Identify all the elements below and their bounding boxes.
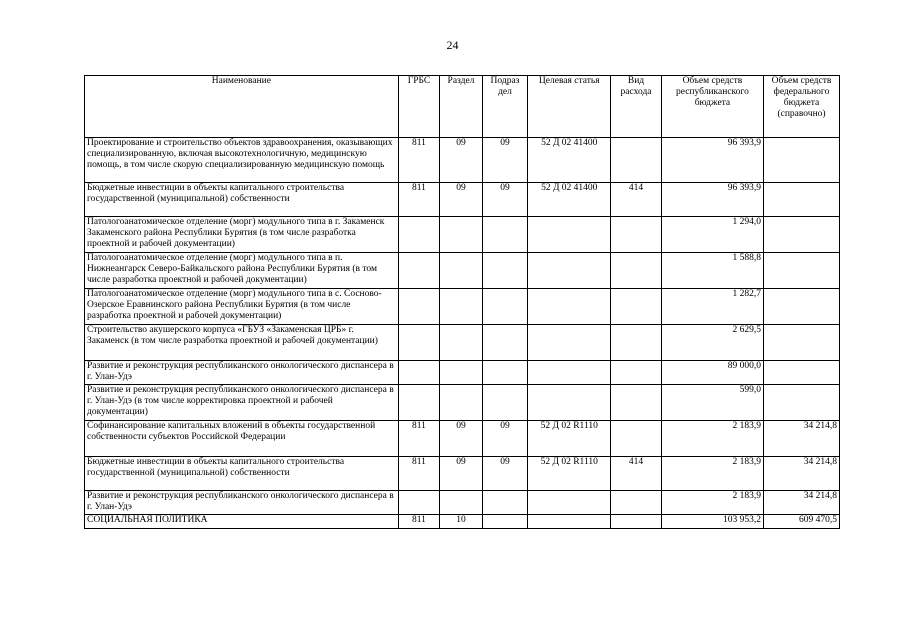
- cell-federal: [764, 138, 840, 183]
- cell-celevaya: [528, 385, 611, 421]
- cell-name: Проектирование и строительство объектов здравоохранения, оказывающих специализированную, включая высокотехнологичную, медицинскую помощь, в том числе скорую специализированную медицинскую помощь: [85, 138, 399, 183]
- cell-respublika: 103 953,2: [661, 515, 763, 529]
- cell-grbs: [398, 217, 439, 253]
- cell-podrazdel: [482, 325, 528, 361]
- cell-razdel: [440, 361, 483, 385]
- page-number: 24: [446, 38, 459, 52]
- cell-grbs: [398, 491, 439, 515]
- cell-federal: 34 214,8: [764, 491, 840, 515]
- cell-razdel: 09: [440, 457, 483, 491]
- cell-respublika: 599,0: [661, 385, 763, 421]
- cell-grbs: 811: [398, 515, 439, 529]
- cell-name: Развитие и реконструкция республиканского онкологического диспансера в г. Улан-Удэ (в том числе корректировка проектной и рабочей документации): [85, 385, 399, 421]
- cell-razdel: 09: [440, 421, 483, 457]
- cell-grbs: 811: [398, 421, 439, 457]
- header-vid: Вид расхода: [611, 76, 662, 138]
- table-row: [85, 491, 840, 515]
- cell-grbs: [398, 253, 439, 289]
- cell-vid: [611, 217, 662, 253]
- table-row: [85, 217, 840, 253]
- cell-podrazdel: 09: [482, 421, 528, 457]
- header-grbs: ГРБС: [398, 76, 439, 138]
- table-row: [85, 385, 840, 421]
- cell-respublika: 96 393,9: [661, 138, 763, 183]
- header-celevaya: Целевая статья: [528, 76, 611, 138]
- cell-vid: [611, 289, 662, 325]
- cell-federal: [764, 217, 840, 253]
- cell-podrazdel: [482, 515, 528, 529]
- cell-respublika: 2 183,9: [661, 457, 763, 491]
- header-federal: Объем средств федерального бюджета (справочно): [764, 76, 840, 138]
- cell-celevaya: 52 Д 02 41400: [528, 183, 611, 217]
- cell-respublika: 96 393,9: [661, 183, 763, 217]
- cell-celevaya: 52 Д 02 R1110: [528, 457, 611, 491]
- cell-name: Строительство акушерского корпуса «ГБУЗ «Закаменская ЦРБ» г. Закаменск (в том числе разработка проектной и рабочей документации): [85, 325, 399, 361]
- cell-celevaya: [528, 253, 611, 289]
- cell-federal: [764, 253, 840, 289]
- table-row: [85, 325, 840, 361]
- cell-podrazdel: 09: [482, 138, 528, 183]
- cell-vid: [611, 253, 662, 289]
- cell-respublika: 1 588,8: [661, 253, 763, 289]
- cell-grbs: [398, 385, 439, 421]
- cell-podrazdel: [482, 253, 528, 289]
- header-razdel: Раздел: [440, 76, 483, 138]
- cell-celevaya: [528, 361, 611, 385]
- cell-celevaya: [528, 217, 611, 253]
- cell-federal: [764, 385, 840, 421]
- cell-podrazdel: [482, 289, 528, 325]
- cell-respublika: 1 294,0: [661, 217, 763, 253]
- cell-federal: 34 214,8: [764, 457, 840, 491]
- cell-name: Патологоанатомическое отделение (морг) модульного типа в г. Закаменск Закаменского района Республики Бурятия (в том числе разработка проектной и рабочей документации): [85, 217, 399, 253]
- cell-podrazdel: [482, 385, 528, 421]
- cell-celevaya: 52 Д 02 41400: [528, 138, 611, 183]
- header-name: Наименование: [85, 76, 399, 138]
- cell-razdel: 10: [440, 515, 483, 529]
- cell-respublika: 2 183,9: [661, 421, 763, 457]
- cell-grbs: 811: [398, 183, 439, 217]
- cell-razdel: [440, 385, 483, 421]
- table-row: [85, 515, 840, 529]
- table-row: [85, 421, 840, 457]
- cell-respublika: 89 000,0: [661, 361, 763, 385]
- table-row: [85, 183, 840, 217]
- cell-grbs: [398, 361, 439, 385]
- cell-razdel: 09: [440, 138, 483, 183]
- cell-podrazdel: [482, 491, 528, 515]
- cell-vid: [611, 515, 662, 529]
- table-row: [85, 457, 840, 491]
- cell-celevaya: [528, 325, 611, 361]
- cell-grbs: [398, 289, 439, 325]
- cell-federal: [764, 183, 840, 217]
- cell-federal: 609 470,5: [764, 515, 840, 529]
- cell-celevaya: [528, 491, 611, 515]
- budget-table: [84, 75, 840, 529]
- table-row: [85, 138, 840, 183]
- cell-razdel: [440, 289, 483, 325]
- cell-celevaya: [528, 289, 611, 325]
- cell-respublika: 2 629,5: [661, 325, 763, 361]
- cell-vid: 414: [611, 183, 662, 217]
- cell-grbs: 811: [398, 138, 439, 183]
- cell-vid: [611, 138, 662, 183]
- cell-podrazdel: [482, 361, 528, 385]
- cell-federal: [764, 361, 840, 385]
- cell-vid: [611, 421, 662, 457]
- header-podrazdel: Подраз дел: [482, 76, 528, 138]
- cell-federal: [764, 325, 840, 361]
- cell-podrazdel: 09: [482, 183, 528, 217]
- cell-podrazdel: [482, 217, 528, 253]
- cell-federal: 34 214,8: [764, 421, 840, 457]
- cell-name: Патологоанатомическое отделение (морг) модульного типа в с. Сосново-Озерское Еравнинского района Республики Бурятия (в том числе разработка проектной и рабочей документации): [85, 289, 399, 325]
- cell-celevaya: 52 Д 02 R1110: [528, 421, 611, 457]
- cell-razdel: [440, 491, 483, 515]
- cell-razdel: 09: [440, 183, 483, 217]
- cell-vid: 414: [611, 457, 662, 491]
- cell-name: Бюджетные инвестиции в объекты капитального строительства государственной (муниципальной) собственности: [85, 457, 399, 491]
- header-respublika: Объем средств республиканского бюджета: [661, 76, 763, 138]
- cell-name: Софинансирование капитальных вложений в объекты государственной собственности субъектов Российской Федерации: [85, 421, 399, 457]
- cell-vid: [611, 361, 662, 385]
- cell-respublika: 1 282,7: [661, 289, 763, 325]
- cell-grbs: [398, 325, 439, 361]
- cell-vid: [611, 491, 662, 515]
- cell-name: Патологоанатомическое отделение (морг) модульного типа в п. Нижнеангарск Северо-Байкальского района Республики Бурятия (в том числе разработка проектной и рабочей документации): [85, 253, 399, 289]
- cell-federal: [764, 289, 840, 325]
- table-body: [85, 138, 840, 529]
- table-header-row: [85, 76, 840, 138]
- cell-vid: [611, 325, 662, 361]
- cell-name: Бюджетные инвестиции в объекты капитального строительства государственной (муниципальной) собственности: [85, 183, 399, 217]
- table-row: [85, 361, 840, 385]
- cell-razdel: [440, 325, 483, 361]
- table-row: [85, 289, 840, 325]
- cell-vid: [611, 385, 662, 421]
- cell-name: СОЦИАЛЬНАЯ ПОЛИТИКА: [85, 515, 399, 529]
- cell-celevaya: [528, 515, 611, 529]
- cell-podrazdel: 09: [482, 457, 528, 491]
- cell-name: Развитие и реконструкция республиканского онкологического диспансера в г. Улан-Удэ: [85, 361, 399, 385]
- table-row: [85, 253, 840, 289]
- cell-name: Развитие и реконструкция республиканского онкологического диспансера в г. Улан-Удэ: [85, 491, 399, 515]
- cell-razdel: [440, 253, 483, 289]
- cell-razdel: [440, 217, 483, 253]
- cell-grbs: 811: [398, 457, 439, 491]
- cell-respublika: 2 183,9: [661, 491, 763, 515]
